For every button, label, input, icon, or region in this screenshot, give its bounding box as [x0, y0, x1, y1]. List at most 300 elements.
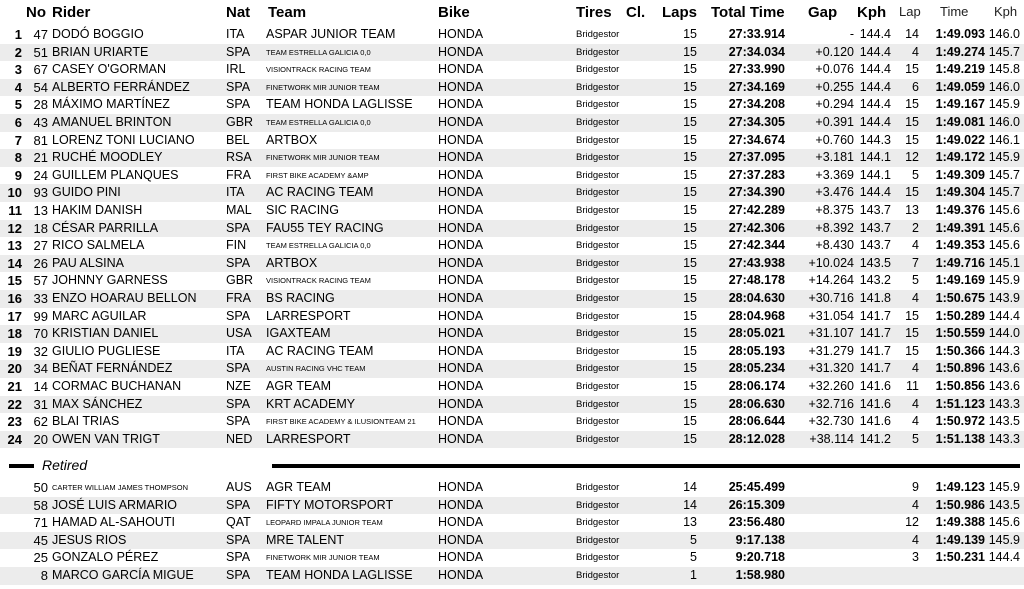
best-lap-time: 1:49.388: [935, 515, 985, 530]
nationality: ITA: [226, 185, 245, 200]
gap-time: +38.114: [809, 431, 854, 446]
best-lap-number: 4: [912, 238, 919, 253]
position: 12: [7, 220, 22, 236]
best-lap-speed: 144.4: [988, 308, 1020, 323]
rider-number: 51: [33, 44, 48, 60]
best-lap-time: 1:50.896: [935, 361, 985, 376]
total-time: 27:37.095: [728, 150, 785, 165]
best-lap-time: 1:49.123: [935, 480, 985, 494]
gap-time: +3.369: [815, 167, 854, 182]
bike-make: HONDA: [438, 185, 484, 200]
best-lap-number: 4: [912, 361, 919, 376]
best-lap-speed: 143.9: [988, 291, 1020, 305]
total-time: 26:15.309: [728, 497, 785, 512]
average-speed: 144.4: [859, 97, 891, 112]
team-name: BS RACING: [266, 291, 335, 305]
tire-brand: Bridgestor: [576, 570, 620, 581]
best-lap-speed: 144.3: [988, 343, 1020, 358]
team-name: KRT ACADEMY: [266, 396, 356, 411]
position: 16: [7, 291, 22, 306]
bike-make: HONDA: [438, 273, 484, 288]
best-lap-speed: 146.0: [988, 79, 1020, 94]
gap-time: +32.260: [808, 379, 854, 393]
gap-time: +31.320: [808, 361, 854, 376]
tire-brand: Bridgestor: [576, 552, 620, 564]
bike-make: HONDA: [438, 550, 484, 565]
laps-count: 15: [683, 62, 697, 77]
retired-row: [0, 549, 1024, 567]
result-row: [0, 220, 1024, 238]
rider-name: BLAI TRIAS: [52, 414, 120, 429]
rider-number: 34: [33, 361, 48, 377]
best-lap-number: 15: [905, 326, 919, 341]
best-lap-number: 2: [912, 220, 919, 235]
gap-time: +0.391: [815, 115, 854, 129]
average-speed: 141.7: [859, 361, 891, 376]
tire-brand: Bridgestor: [576, 46, 620, 58]
best-lap-speed: 145.9: [988, 480, 1020, 494]
bike-make: HONDA: [438, 431, 484, 446]
best-lap-speed: 143.6: [988, 379, 1020, 393]
bike-make: HONDA: [438, 414, 484, 429]
rider-name: CORMAC BUCHANAN: [52, 379, 182, 393]
bike-make: HONDA: [438, 568, 484, 582]
tire-brand: Bridgestor: [576, 275, 620, 287]
position: 2: [14, 44, 22, 60]
result-row: [0, 237, 1024, 255]
results-header: [0, 0, 1024, 26]
rider-name: DODÓ BOGGIO: [52, 27, 144, 41]
nationality: GBR: [226, 115, 254, 129]
rider-name: JESUS RIOS: [52, 532, 127, 547]
best-lap-speed: 145.9: [988, 532, 1020, 547]
average-speed: 143.7: [859, 203, 891, 217]
result-row: [0, 255, 1024, 273]
nationality: SPA: [226, 550, 251, 565]
total-time: 9:17.138: [735, 532, 785, 547]
best-lap-speed: 144.0: [988, 326, 1020, 341]
bike-make: HONDA: [438, 220, 484, 235]
laps-count: 15: [683, 132, 697, 147]
laps-count: 15: [683, 291, 697, 305]
average-speed: 144.4: [859, 185, 891, 200]
position: 15: [7, 273, 22, 289]
position: 7: [14, 132, 22, 148]
tire-brand: Bridgestor: [576, 363, 620, 375]
bike-make: HONDA: [438, 396, 484, 411]
best-lap-time: 1:49.059: [935, 79, 985, 94]
team-name: TEAM ESTRELLA GALICIA 0,0: [266, 118, 371, 127]
bike-make: HONDA: [438, 379, 484, 393]
result-row: [0, 308, 1024, 326]
result-row: [0, 272, 1024, 290]
retired-section-header: [0, 456, 1024, 476]
average-speed: 141.7: [859, 343, 891, 358]
average-speed: 141.6: [859, 396, 891, 411]
laps-count: 14: [683, 480, 697, 494]
result-row: [0, 79, 1024, 97]
nationality: NED: [226, 431, 253, 446]
tire-brand: Bridgestor: [576, 398, 620, 410]
bike-make: HONDA: [438, 167, 484, 182]
rider-number: 47: [33, 27, 48, 42]
laps-count: 15: [683, 44, 697, 59]
rider-name: MÁXIMO MARTÍNEZ: [52, 97, 170, 112]
bike-make: HONDA: [438, 255, 484, 270]
best-lap-number: 11: [906, 379, 919, 393]
tire-brand: Bridgestor: [576, 482, 620, 493]
best-lap-speed: 143.5: [988, 497, 1020, 512]
result-row: [0, 167, 1024, 185]
rider-number: 58: [33, 497, 48, 513]
bike-make: HONDA: [438, 480, 484, 494]
laps-count: 15: [683, 220, 697, 235]
rider-name: HAMAD AL-SAHOUTI: [52, 515, 175, 530]
result-row: [0, 184, 1024, 202]
team-name: AUSTIN RACING VHC TEAM: [266, 364, 366, 374]
position: 18: [7, 326, 22, 342]
team-name: TEAM HONDA LAGLISSE: [266, 97, 413, 112]
team-name: TEAM ESTRELLA GALICIA 0,0: [266, 47, 371, 57]
rider-number: 20: [33, 431, 48, 447]
rider-number: 31: [33, 396, 48, 412]
rider-number: 50: [33, 480, 48, 495]
gap-time: +8.392: [815, 220, 854, 235]
gap-time: +3.476: [815, 185, 854, 200]
rider-name: GONZALO PÉREZ: [52, 550, 159, 565]
rider-name: BRIAN URIARTE: [52, 44, 149, 59]
result-row: [0, 26, 1024, 44]
tire-brand: Bridgestor: [576, 381, 620, 392]
team-name: ASPAR JUNIOR TEAM: [266, 27, 396, 41]
rider-name: AMANUEL BRINTON: [52, 115, 172, 129]
best-lap-time: 1:50.856: [935, 379, 985, 393]
gap-time: +31.279: [808, 343, 854, 358]
result-row: [0, 114, 1024, 132]
total-time: 23:56.480: [728, 515, 785, 530]
best-lap-speed: 145.7: [988, 44, 1020, 59]
rider-name: GUILLEM PLANQUES: [52, 167, 179, 182]
tire-brand: Bridgestor: [576, 117, 620, 128]
total-time: 28:04.968: [728, 308, 785, 323]
result-row: [0, 396, 1024, 414]
gap-time: +31.054: [808, 308, 854, 323]
bike-make: HONDA: [438, 44, 484, 59]
position: 23: [7, 414, 22, 430]
best-lap-time: 1:51.138: [935, 431, 985, 446]
best-lap-time: 1:49.716: [935, 255, 985, 270]
retired-dash: [9, 464, 34, 468]
retired-row: [0, 532, 1024, 550]
rider-name: LORENZ TONI LUCIANO: [52, 132, 195, 147]
retired-label: Retired: [42, 457, 88, 473]
best-lap-speed: 143.5: [988, 414, 1020, 429]
bike-make: HONDA: [438, 97, 484, 112]
best-lap-speed: 143.3: [988, 396, 1020, 411]
gap-time: +31.107: [808, 326, 854, 341]
best-lap-number: 13: [905, 203, 919, 217]
gap-time: +10.024: [808, 255, 854, 270]
gap-time: +0.255: [815, 79, 854, 94]
position: 24: [7, 431, 22, 447]
team-name: VISIONTRACK RACING TEAM: [266, 65, 371, 75]
bike-make: HONDA: [438, 361, 484, 376]
best-lap-time: 1:49.309: [935, 167, 985, 182]
best-lap-number: 14: [905, 27, 919, 41]
laps-count: 5: [690, 532, 697, 547]
tire-brand: Bridgestor: [576, 499, 620, 511]
rider-name: CASEY O'GORMAN: [52, 62, 166, 77]
nationality: ITA: [226, 27, 245, 41]
gap-time: +8.375: [815, 203, 854, 217]
laps-count: 15: [683, 79, 697, 94]
best-lap-time: 1:50.986: [935, 497, 985, 512]
team-name: LEOPARD IMPALA JUNIOR TEAM: [266, 518, 383, 528]
best-lap-speed: 144.4: [988, 550, 1020, 565]
nationality: AUS: [226, 480, 252, 494]
nationality: SPA: [226, 308, 251, 323]
rider-number: 67: [33, 62, 48, 78]
gap-time: +8.430: [815, 238, 854, 253]
team-name: AGR TEAM: [266, 379, 332, 393]
rider-name: CÉSAR PARRILLA: [52, 220, 159, 235]
nationality: SPA: [226, 568, 251, 582]
bike-make: HONDA: [438, 27, 484, 41]
header-nat: Nat: [226, 4, 251, 21]
tire-brand: Bridgestor: [576, 293, 620, 304]
nationality: IRL: [226, 62, 246, 77]
best-lap-number: 12: [905, 515, 919, 530]
best-lap-speed: 145.8: [988, 62, 1020, 77]
team-name: ARTBOX: [266, 132, 318, 147]
bike-make: HONDA: [438, 532, 484, 547]
retired-divider: [272, 464, 1020, 468]
best-lap-time: 1:49.304: [935, 185, 985, 200]
best-lap-speed: 145.7: [988, 167, 1020, 182]
position: 13: [7, 238, 22, 254]
laps-count: 15: [683, 273, 697, 288]
team-name: AC RACING TEAM: [266, 343, 374, 358]
best-lap-speed: 143.6: [988, 361, 1020, 376]
best-lap-time: 1:51.123: [935, 396, 985, 411]
rider-name: RUCHÉ MOODLEY: [52, 150, 163, 165]
best-lap-time: 1:50.231: [935, 550, 985, 565]
total-time: 28:04.630: [728, 291, 785, 305]
rider-name: MARCO GARCÍA MIGUE: [52, 568, 194, 582]
average-speed: 144.3: [859, 132, 891, 147]
rider-name: JOHNNY GARNESS: [52, 273, 168, 288]
best-lap-time: 1:49.169: [935, 273, 985, 288]
best-lap-time: 1:49.376: [935, 203, 985, 217]
tire-brand: Bridgestor: [576, 240, 620, 252]
tire-brand: Bridgestor: [576, 517, 620, 529]
best-lap-number: 4: [912, 414, 919, 429]
nationality: FRA: [226, 291, 251, 305]
nationality: SPA: [226, 79, 251, 94]
position: 1: [14, 27, 22, 42]
best-lap-number: 3: [912, 550, 919, 565]
team-name: LARRESPORT: [266, 308, 351, 323]
total-time: 27:37.283: [728, 167, 785, 182]
total-time: 28:06.644: [728, 414, 785, 429]
result-row: [0, 202, 1024, 220]
nationality: MAL: [226, 203, 252, 217]
header-rider: Rider: [52, 4, 91, 21]
result-row: [0, 431, 1024, 449]
total-time: 27:42.306: [728, 220, 785, 235]
laps-count: 15: [683, 379, 697, 393]
total-time: 27:48.178: [728, 273, 785, 288]
tire-brand: Bridgestor: [576, 99, 620, 111]
retired-row: [0, 479, 1024, 497]
rider-number: 26: [33, 255, 48, 271]
average-speed: 141.6: [859, 379, 891, 393]
best-lap-number: 4: [912, 396, 919, 411]
total-time: 27:34.034: [728, 44, 785, 59]
average-speed: 144.4: [859, 44, 891, 59]
average-speed: 143.7: [859, 238, 891, 253]
position: 10: [7, 185, 22, 201]
average-speed: 141.8: [859, 291, 891, 305]
rider-number: 71: [33, 515, 48, 531]
tire-brand: Bridgestor: [576, 534, 620, 546]
result-row: [0, 343, 1024, 361]
best-lap-number: 15: [905, 343, 919, 358]
result-row: [0, 96, 1024, 114]
team-name: MRE TALENT: [266, 532, 345, 547]
gap-time: -: [849, 27, 854, 41]
bike-make: HONDA: [438, 132, 484, 147]
total-time: 25:45.499: [728, 480, 785, 494]
header-team: Team: [268, 4, 307, 21]
average-speed: 143.7: [859, 220, 891, 235]
retired-row: [0, 567, 1024, 585]
nationality: SPA: [226, 361, 251, 376]
nationality: USA: [226, 326, 252, 341]
tire-brand: Bridgestor: [576, 64, 620, 76]
best-lap-number: 12: [905, 150, 919, 165]
laps-count: 15: [683, 414, 697, 429]
best-lap-number: 9: [912, 480, 919, 494]
nationality: SPA: [226, 414, 251, 429]
bike-make: HONDA: [438, 308, 484, 323]
average-speed: 141.7: [859, 308, 891, 323]
rider-name: GUIDO PINI: [52, 185, 121, 200]
best-lap-number: 4: [912, 291, 919, 305]
laps-count: 15: [683, 431, 697, 446]
best-lap-speed: 143.3: [988, 431, 1020, 446]
best-lap-time: 1:49.172: [935, 150, 985, 165]
nationality: NZE: [226, 379, 251, 393]
team-name: FINETWORK MIR JUNIOR TEAM: [266, 82, 380, 92]
rider-name: BEÑAT FERNÁNDEZ: [52, 361, 173, 376]
rider-name: CARTER WILLIAM JAMES THOMPSON: [52, 483, 188, 492]
nationality: SPA: [226, 497, 251, 512]
result-row: [0, 61, 1024, 79]
header-no: No: [26, 4, 46, 21]
rider-number: 93: [33, 185, 48, 201]
laps-count: 15: [683, 27, 697, 41]
header-bike: Bike: [438, 4, 470, 21]
best-lap-speed: 145.6: [988, 515, 1020, 530]
header-gap: Gap: [808, 4, 838, 21]
average-speed: 143.5: [859, 255, 891, 270]
result-row: [0, 132, 1024, 150]
bike-make: HONDA: [438, 203, 484, 217]
rider-number: 45: [33, 532, 48, 548]
position: 5: [14, 97, 22, 113]
rider-name: PAU ALSINA: [52, 255, 125, 270]
best-lap-time: 1:50.559: [935, 326, 985, 341]
best-lap-time: 1:49.167: [935, 97, 985, 112]
best-lap-time: 1:49.353: [935, 238, 985, 253]
team-name: FINETWORK MIR JUNIOR TEAM: [266, 553, 380, 563]
best-lap-number: 15: [905, 132, 919, 147]
gap-time: +32.716: [808, 396, 854, 411]
bike-make: HONDA: [438, 291, 484, 305]
nationality: BEL: [226, 132, 250, 147]
rider-number: 27: [33, 238, 48, 254]
team-name: LARRESPORT: [266, 431, 351, 446]
average-speed: 144.4: [859, 27, 891, 41]
best-lap-number: 6: [912, 79, 919, 94]
average-speed: 141.7: [859, 326, 891, 341]
rider-name: RICO SALMELA: [52, 238, 145, 253]
laps-count: 15: [683, 203, 697, 217]
rider-number: 18: [33, 220, 48, 236]
rider-number: 13: [33, 203, 48, 218]
bike-make: HONDA: [438, 115, 484, 129]
average-speed: 144.1: [859, 167, 891, 182]
nationality: RSA: [226, 150, 252, 165]
rider-number: 57: [33, 273, 48, 289]
laps-count: 13: [683, 515, 697, 530]
tire-brand: Bridgestor: [576, 29, 620, 40]
best-lap-number: 15: [905, 62, 919, 77]
best-lap-speed: 145.6: [988, 238, 1020, 253]
best-lap-number: 5: [912, 431, 919, 446]
total-time: 27:34.390: [728, 185, 785, 200]
best-lap-time: 1:50.366: [935, 343, 985, 358]
team-name: ARTBOX: [266, 255, 318, 270]
total-time: 27:34.674: [728, 132, 785, 147]
total-time: 27:33.914: [728, 27, 785, 41]
best-lap-number: 4: [912, 44, 919, 59]
tire-brand: Bridgestor: [576, 416, 620, 428]
average-speed: 144.4: [859, 79, 891, 94]
laps-count: 15: [683, 308, 697, 323]
best-lap-number: 5: [912, 273, 919, 288]
rider-number: 54: [33, 79, 48, 95]
tire-brand: Bridgestor: [576, 328, 620, 340]
total-time: 28:06.174: [728, 379, 785, 393]
position: 8: [14, 150, 22, 166]
bike-make: HONDA: [438, 238, 484, 253]
best-lap-time: 1:49.219: [935, 62, 985, 77]
best-lap-time: 1:49.081: [935, 115, 985, 129]
header-best-lap: Lap: [899, 4, 921, 19]
retired-row: [0, 497, 1024, 515]
average-speed: 144.4: [859, 62, 891, 77]
laps-count: 15: [683, 326, 697, 341]
team-name: FIRST BIKE ACADEMY &AMP: [266, 170, 369, 180]
rider-number: 25: [33, 550, 48, 566]
laps-count: 15: [683, 361, 697, 376]
tire-brand: Bridgestor: [576, 222, 620, 234]
total-time: 28:05.193: [728, 343, 785, 358]
position: 11: [8, 203, 22, 218]
rider-number: 8: [40, 568, 48, 583]
